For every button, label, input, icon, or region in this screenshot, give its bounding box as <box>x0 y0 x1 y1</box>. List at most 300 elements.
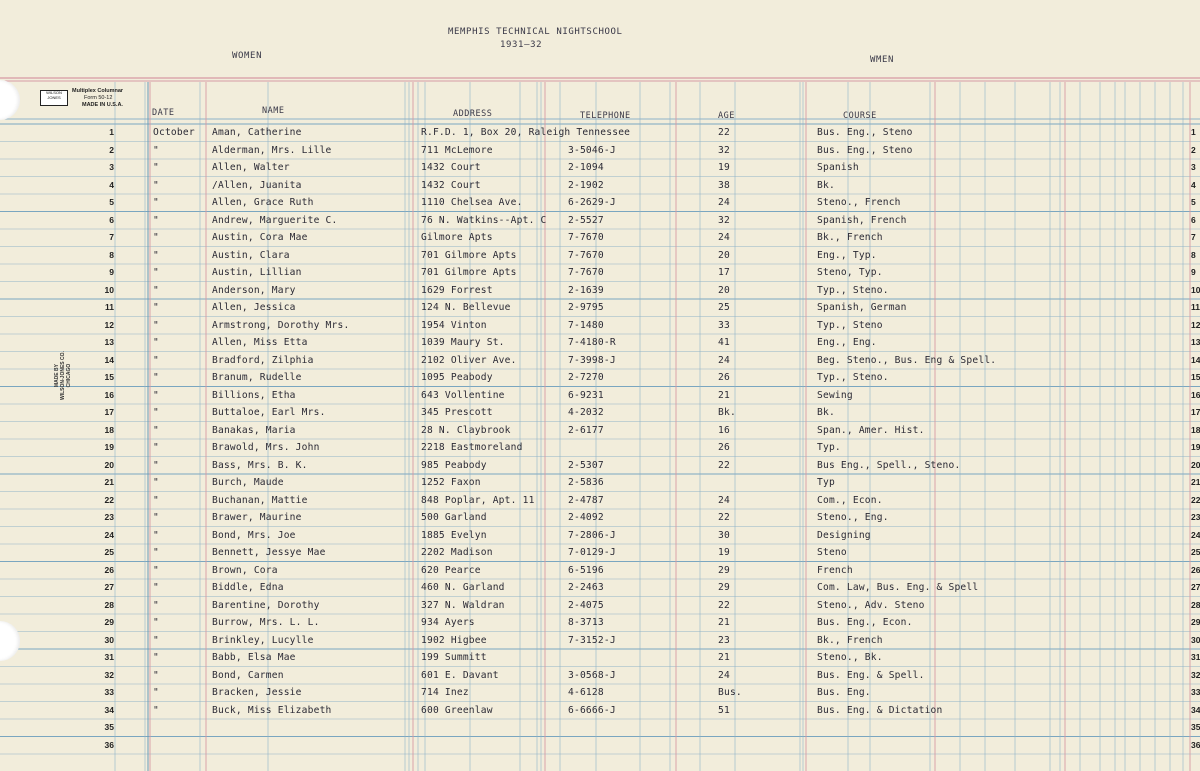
row-age: 24 <box>718 354 730 366</box>
row-number-right: 31 <box>1191 652 1200 662</box>
row-telephone: 4-2032 <box>568 407 604 418</box>
row-age: Bk. <box>718 407 736 418</box>
row-name: Brinkley, Lucylle <box>212 634 314 646</box>
row-age: 29 <box>718 564 730 576</box>
row-name: Allen, Miss Etta <box>212 337 308 348</box>
row-number-right: 15 <box>1191 372 1200 382</box>
form-line2: Form 50-12 <box>84 95 113 101</box>
row-telephone: 2-4075 <box>568 599 604 611</box>
row-address: 601 E. Davant <box>421 669 499 681</box>
row-address: 714 Inez <box>421 687 469 698</box>
row-number: 6 <box>109 214 114 225</box>
row-age: 24 <box>718 197 730 208</box>
ledger-row <box>0 477 1200 493</box>
row-date: " <box>153 477 159 488</box>
row-course: Bus Eng., Spell., Steno. <box>817 459 961 471</box>
row-address: 701 Gilmore Apts <box>421 249 517 261</box>
row-name: Buttaloe, Earl Mrs. <box>212 407 326 418</box>
row-number: 4 <box>109 179 114 190</box>
row-telephone: 8-3713 <box>568 617 604 628</box>
row-age: 33 <box>718 319 730 331</box>
row-course: Typ., Steno. <box>817 284 889 296</box>
row-date: " <box>153 459 159 471</box>
row-telephone: 2-4092 <box>568 512 604 523</box>
row-address: R.F.D. 1, Box 20, Raleigh Tennessee <box>421 127 631 138</box>
row-course: Typ. <box>817 442 841 453</box>
row-number: 15 <box>104 372 114 382</box>
row-address: 711 McLemore <box>421 144 493 156</box>
row-number-right: 5 <box>1191 197 1196 207</box>
ledger-row <box>0 215 1200 231</box>
row-name: Bond, Carmen <box>212 669 284 681</box>
row-course: Com., Econ. <box>817 494 883 506</box>
ledger-row <box>0 337 1200 353</box>
row-number-right: 18 <box>1191 424 1200 435</box>
row-course: Com. Law, Bus. Eng. & Spell <box>817 582 979 593</box>
row-name: Bradford, Zilphia <box>212 354 314 366</box>
ledger-row <box>0 582 1200 598</box>
ledger-row <box>0 285 1200 301</box>
ledger-row <box>0 425 1200 441</box>
row-number: 19 <box>104 442 114 452</box>
row-telephone: 6-6666-J <box>568 704 616 716</box>
row-telephone: 2-2463 <box>568 582 604 593</box>
row-telephone: 7-2806-J <box>568 529 616 541</box>
row-age: 32 <box>718 214 730 226</box>
row-address: 848 Poplar, Apt. 11 <box>421 494 535 506</box>
row-number: 10 <box>104 284 114 295</box>
ledger-row <box>0 460 1200 476</box>
row-number-right: 35 <box>1191 722 1200 732</box>
row-telephone: 7-7670 <box>568 232 604 243</box>
row-date: " <box>153 669 159 681</box>
row-number-right: 12 <box>1191 319 1200 330</box>
ledger-row <box>0 722 1200 738</box>
row-number: 35 <box>104 722 114 732</box>
row-number: 33 <box>104 687 114 697</box>
row-name: Armstrong, Dorothy Mrs. <box>212 319 350 331</box>
school-year: 1931–32 <box>500 40 543 50</box>
row-date: " <box>153 232 159 243</box>
row-address: 28 N. Claybrook <box>421 424 511 436</box>
row-name: Buck, Miss Elizabeth <box>212 704 332 716</box>
row-number: 36 <box>104 739 114 750</box>
row-number: 22 <box>104 494 114 505</box>
row-number-right: 32 <box>1191 669 1200 680</box>
row-date: " <box>153 284 159 296</box>
row-address: 2218 Eastmoreland <box>421 442 523 453</box>
row-name: Austin, Lillian <box>212 267 302 278</box>
row-date: " <box>153 389 159 401</box>
maker-line1: MADE BY <box>54 364 60 388</box>
row-address: 460 N. Garland <box>421 582 505 593</box>
row-telephone: 7-4180-R <box>568 337 616 348</box>
row-address: 2102 Oliver Ave. <box>421 354 517 366</box>
row-number: 18 <box>104 424 114 435</box>
row-age: 21 <box>718 617 730 628</box>
row-telephone: 7-1480 <box>568 319 604 331</box>
row-date: " <box>153 319 159 331</box>
row-number-right: 10 <box>1191 284 1200 295</box>
form-line1: Multiplex Columnar <box>72 88 124 94</box>
row-age: 16 <box>718 424 730 436</box>
row-course: Designing <box>817 529 871 541</box>
row-name: Allen, Grace Ruth <box>212 197 314 208</box>
row-address: 701 Gilmore Apts <box>421 267 517 278</box>
row-number-right: 16 <box>1191 389 1200 400</box>
row-address: 1095 Peabody <box>421 372 493 383</box>
men-label: WMEN <box>870 55 895 65</box>
row-number-right: 9 <box>1191 267 1196 277</box>
row-date: " <box>153 547 159 558</box>
row-number: 27 <box>104 582 114 592</box>
row-name: Austin, Clara <box>212 249 290 261</box>
ledger-row <box>0 320 1200 336</box>
row-name: Burrow, Mrs. L. L. <box>212 617 320 628</box>
row-age: 20 <box>718 284 730 296</box>
row-date: " <box>153 302 159 313</box>
ledger-row <box>0 267 1200 283</box>
row-telephone: 2-7270 <box>568 372 604 383</box>
row-age: Bus. <box>718 687 742 698</box>
row-course: Spanish, German <box>817 302 907 313</box>
row-age: 19 <box>718 547 730 558</box>
form-line3: MADE IN U.S.A. <box>82 102 123 108</box>
row-age: 26 <box>718 372 730 383</box>
row-address: 327 N. Waldran <box>421 599 505 611</box>
row-age: 32 <box>718 144 730 156</box>
row-date: " <box>153 424 159 436</box>
row-number-right: 20 <box>1191 459 1200 470</box>
row-number-right: 24 <box>1191 529 1200 540</box>
row-name: Allen, Walter <box>212 162 290 173</box>
row-address: 985 Peabody <box>421 459 487 471</box>
row-telephone: 2-9795 <box>568 302 604 313</box>
row-number-right: 33 <box>1191 687 1200 697</box>
row-address: 1039 Maury St. <box>421 337 505 348</box>
row-name: Allen, Jessica <box>212 302 296 313</box>
row-telephone: 6-2629-J <box>568 197 616 208</box>
row-number: 34 <box>104 704 114 715</box>
row-name: Bass, Mrs. B. K. <box>212 459 308 471</box>
row-number: 20 <box>104 459 114 470</box>
row-date: " <box>153 179 159 191</box>
row-telephone: 6-5196 <box>568 564 604 576</box>
row-age: 22 <box>718 599 730 611</box>
row-number-right: 1 <box>1191 127 1196 137</box>
row-name: Alderman, Mrs. Lille <box>212 144 332 156</box>
row-age: 24 <box>718 494 730 506</box>
row-name: Bond, Mrs. Joe <box>212 529 296 541</box>
row-telephone: 2-5307 <box>568 459 604 471</box>
row-date: " <box>153 529 159 541</box>
row-date: " <box>153 407 159 418</box>
row-number-right: 36 <box>1191 739 1200 750</box>
row-course: Typ., Steno. <box>817 372 889 383</box>
row-number: 3 <box>109 162 114 172</box>
row-course: Steno., Adv. Steno <box>817 599 925 611</box>
row-telephone: 2-5527 <box>568 214 604 226</box>
row-course: French <box>817 564 853 576</box>
row-date: " <box>153 372 159 383</box>
row-name: Brawold, Mrs. John <box>212 442 320 453</box>
row-age: 21 <box>718 389 730 401</box>
row-course: Steno., Bk. <box>817 652 883 663</box>
row-course: Spanish <box>817 162 859 173</box>
row-course: Spanish, French <box>817 214 907 226</box>
maker-line2: WILSON-JONES CO. <box>60 351 66 400</box>
row-name: Burch, Maude <box>212 477 284 488</box>
ledger-row <box>0 372 1200 388</box>
row-number-right: 2 <box>1191 144 1196 155</box>
row-address: 1885 Evelyn <box>421 529 487 541</box>
row-number: 24 <box>104 529 114 540</box>
ledger-row <box>0 617 1200 633</box>
row-name: Anderson, Mary <box>212 284 296 296</box>
row-number: 28 <box>104 599 114 610</box>
row-date: " <box>153 337 159 348</box>
ledger-row <box>0 512 1200 528</box>
row-telephone: 6-9231 <box>568 389 604 401</box>
row-number-right: 13 <box>1191 337 1200 347</box>
row-course: Steno., French <box>817 197 901 208</box>
row-number: 26 <box>104 564 114 575</box>
col-header-course: COURSE <box>843 111 877 121</box>
ledger-row <box>0 197 1200 213</box>
ledger-row <box>0 495 1200 511</box>
row-course: Bus. Eng. & Dictation <box>817 704 943 716</box>
row-telephone: 2-1902 <box>568 179 604 191</box>
row-age: 25 <box>718 302 730 313</box>
row-age: 22 <box>718 127 730 138</box>
row-number-right: 17 <box>1191 407 1200 417</box>
row-course: Bk., French <box>817 232 883 243</box>
row-number: 7 <box>109 232 114 242</box>
ledger-row <box>0 390 1200 406</box>
row-course: Steno <box>817 547 847 558</box>
row-course: Typ <box>817 477 835 488</box>
maker-line3: CHICAGO <box>66 363 72 388</box>
row-number: 32 <box>104 669 114 680</box>
row-date: " <box>153 267 159 278</box>
row-address: 2202 Madison <box>421 547 493 558</box>
row-number: 14 <box>104 354 114 365</box>
ledger-row <box>0 687 1200 703</box>
ledger-row <box>0 547 1200 563</box>
row-name: Branum, Rudelle <box>212 372 302 383</box>
row-date: " <box>153 144 159 156</box>
ledger-row <box>0 635 1200 651</box>
row-number-right: 19 <box>1191 442 1200 452</box>
row-date: " <box>153 599 159 611</box>
row-age: 19 <box>718 162 730 173</box>
ledger-row <box>0 145 1200 161</box>
row-course: Beg. Steno., Bus. Eng & Spell. <box>817 354 997 366</box>
row-number: 5 <box>109 197 114 207</box>
row-date: " <box>153 512 159 523</box>
ledger-row <box>0 232 1200 248</box>
row-telephone: 3-5046-J <box>568 144 616 156</box>
row-address: 934 Ayers <box>421 617 475 628</box>
row-number: 12 <box>104 319 114 330</box>
row-course: Bk. <box>817 407 835 418</box>
row-number-right: 14 <box>1191 354 1200 365</box>
row-address: 76 N. Watkins--Apt. C <box>421 214 547 226</box>
row-address: 1629 Forrest <box>421 284 493 296</box>
ledger-row <box>0 670 1200 686</box>
row-number-right: 4 <box>1191 179 1196 190</box>
row-age: 22 <box>718 459 730 471</box>
row-age: 23 <box>718 634 730 646</box>
row-course: Steno., Eng. <box>817 512 889 523</box>
row-date: " <box>153 249 159 261</box>
row-date: " <box>153 162 159 173</box>
row-number-right: 23 <box>1191 512 1200 522</box>
row-telephone: 7-0129-J <box>568 547 616 558</box>
row-address: 1954 Vinton <box>421 319 487 331</box>
row-telephone: 7-3152-J <box>568 634 616 646</box>
row-address: 345 Prescott <box>421 407 493 418</box>
row-number-right: 30 <box>1191 634 1200 645</box>
row-course: Eng., Typ. <box>817 249 877 261</box>
row-number: 25 <box>104 547 114 557</box>
ledger-row <box>0 740 1200 756</box>
row-name: /Allen, Juanita <box>212 179 302 191</box>
row-name: Bracken, Jessie <box>212 687 302 698</box>
row-date: " <box>153 197 159 208</box>
row-course: Span., Amer. Hist. <box>817 424 925 436</box>
row-address: 199 Summitt <box>421 652 487 663</box>
row-number-right: 6 <box>1191 214 1196 225</box>
row-age: 26 <box>718 442 730 453</box>
row-course: Bus. Eng., Steno <box>817 127 913 138</box>
row-date: " <box>153 652 159 663</box>
row-number: 13 <box>104 337 114 347</box>
col-header-name: NAME <box>262 106 285 116</box>
col-header-age: AGE <box>718 111 735 121</box>
row-name: Billions, Etha <box>212 389 296 401</box>
row-number-right: 29 <box>1191 617 1200 627</box>
row-address: Gilmore Apts <box>421 232 493 243</box>
row-number: 23 <box>104 512 114 522</box>
row-telephone: 2-1639 <box>568 284 604 296</box>
row-number-right: 7 <box>1191 232 1196 242</box>
ledger-row <box>0 565 1200 581</box>
row-telephone: 2-5836 <box>568 477 604 488</box>
ledger-row <box>0 127 1200 143</box>
row-course: Typ., Steno <box>817 319 883 331</box>
row-name: Biddle, Edna <box>212 582 284 593</box>
row-number-right: 3 <box>1191 162 1196 172</box>
row-address: 1902 Higbee <box>421 634 487 646</box>
row-age: 51 <box>718 704 730 716</box>
row-age: 17 <box>718 267 730 278</box>
row-number-right: 8 <box>1191 249 1196 260</box>
row-age: 38 <box>718 179 730 191</box>
row-number-right: 26 <box>1191 564 1200 575</box>
row-date: " <box>153 442 159 453</box>
ledger-row <box>0 600 1200 616</box>
ledger-row <box>0 530 1200 546</box>
row-address: 600 Greenlaw <box>421 704 493 716</box>
ledger-row <box>0 180 1200 196</box>
row-age: 24 <box>718 232 730 243</box>
row-age: 24 <box>718 669 730 681</box>
ledger-row <box>0 705 1200 721</box>
col-header-telephone: TELEPHONE <box>580 111 631 121</box>
row-address: 124 N. Bellevue <box>421 302 511 313</box>
row-age: 41 <box>718 337 730 348</box>
row-address: 1110 Chelsea Ave. <box>421 197 523 208</box>
row-date: " <box>153 704 159 716</box>
row-number: 29 <box>104 617 114 627</box>
row-number-right: 21 <box>1191 477 1200 487</box>
wilson-jones-logo-icon: WILSON JONES <box>40 90 68 106</box>
row-telephone: 2-4787 <box>568 494 604 506</box>
row-number: 21 <box>104 477 114 487</box>
row-course: Bk. <box>817 179 835 191</box>
row-name: Banakas, Maria <box>212 424 296 436</box>
row-telephone: 2-6177 <box>568 424 604 436</box>
row-address: 500 Garland <box>421 512 487 523</box>
ledger-row <box>0 302 1200 318</box>
row-date: " <box>153 494 159 506</box>
row-telephone: 7-7670 <box>568 267 604 278</box>
row-date: " <box>153 617 159 628</box>
women-label: WOMEN <box>232 51 263 61</box>
row-telephone: 2-1094 <box>568 162 604 173</box>
row-number-right: 25 <box>1191 547 1200 557</box>
row-name: Aman, Catherine <box>212 127 302 138</box>
row-course: Bus. Eng. & Spell. <box>817 669 925 681</box>
row-name: Brawer, Maurine <box>212 512 302 523</box>
ledger-row <box>0 407 1200 423</box>
row-number-right: 27 <box>1191 582 1200 592</box>
row-number: 1 <box>109 127 114 137</box>
row-telephone: 4-6128 <box>568 687 604 698</box>
form-logo <box>40 88 148 114</box>
row-address: 1432 Court <box>421 179 481 191</box>
row-name: Brown, Cora <box>212 564 278 576</box>
row-number: 2 <box>109 144 114 155</box>
row-date: " <box>153 564 159 576</box>
row-number: 16 <box>104 389 114 400</box>
row-number: 11 <box>105 302 114 312</box>
row-course: Bus. Eng., Econ. <box>817 617 913 628</box>
row-number: 30 <box>104 634 114 645</box>
row-address: 643 Vollentine <box>421 389 505 401</box>
row-name: Buchanan, Mattie <box>212 494 308 506</box>
row-name: Barentine, Dorothy <box>212 599 320 611</box>
row-number-right: 34 <box>1191 704 1200 715</box>
row-course: Bus. Eng., Steno <box>817 144 913 156</box>
row-number: 9 <box>109 267 114 277</box>
row-number-right: 28 <box>1191 599 1200 610</box>
ledger-row <box>0 442 1200 458</box>
ledger-row <box>0 355 1200 371</box>
col-header-date: DATE <box>152 108 175 118</box>
row-number-right: 22 <box>1191 494 1200 505</box>
row-telephone: 7-7670 <box>568 249 604 261</box>
row-age: 20 <box>718 249 730 261</box>
row-course: Steno, Typ. <box>817 267 883 278</box>
row-name: Bennett, Jessye Mae <box>212 547 326 558</box>
row-course: Bus. Eng. <box>817 687 871 698</box>
row-age: 29 <box>718 582 730 593</box>
row-address: 1432 Court <box>421 162 481 173</box>
row-course: Sewing <box>817 389 853 401</box>
row-age: 21 <box>718 652 730 663</box>
